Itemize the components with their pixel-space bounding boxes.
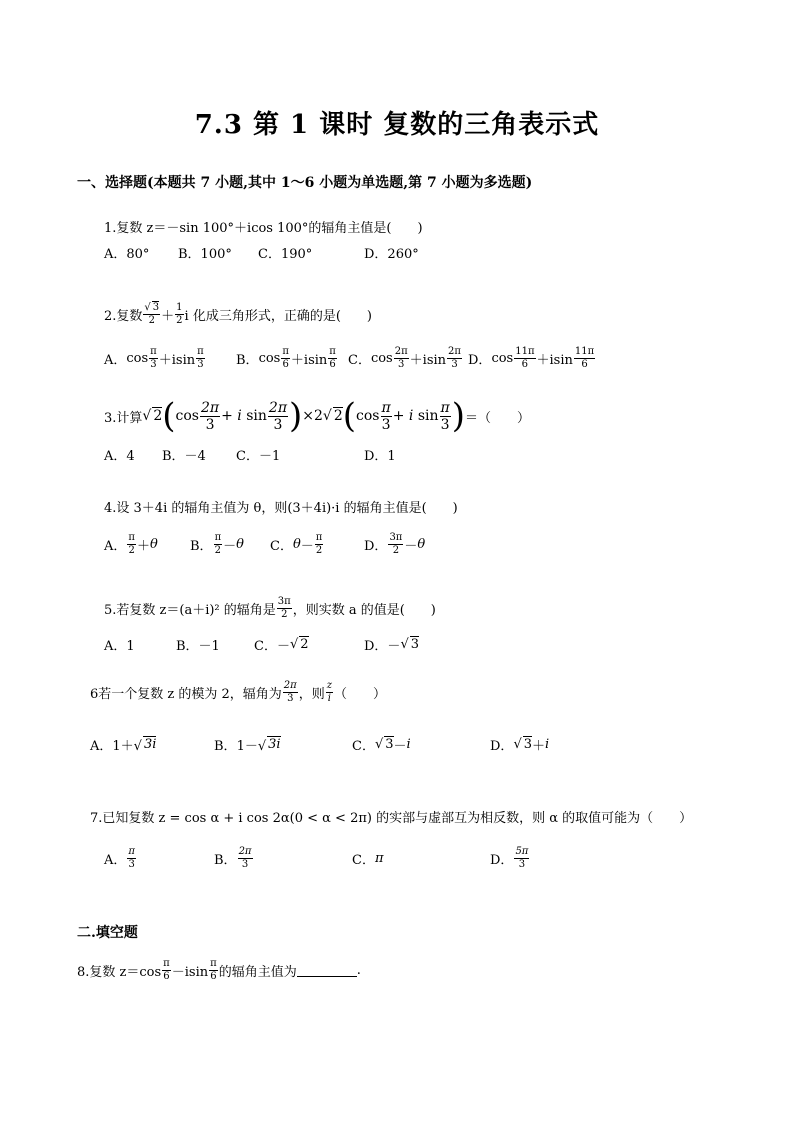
question-7-stem: 7.已知复数 z = cos α + i cos 2α(0 < α < 2π) 的实部与虚部互为相反数，则 α 的取值可能为（ ） xyxy=(90,810,693,826)
q7-option-a: A． $\frac{\pi}{3}$ xyxy=(104,845,135,870)
q6-option-c: C． √ 3 － i xyxy=(352,736,411,754)
q7-option-b: B． $\frac{2\pi}{3}$ xyxy=(214,845,252,870)
q3-option-c: C．－1 xyxy=(236,448,281,464)
q4-option-b: B． $\frac{\pi}{2}$ － θ xyxy=(190,531,244,556)
q3-option-b: B．－4 xyxy=(162,448,206,464)
q1-option-c: C．190° xyxy=(258,246,313,262)
q2-suffix: i 化成三角形式，正确的是( ) xyxy=(184,308,372,324)
q7-option-d: D． $\frac{5\pi}{3}$ xyxy=(490,845,529,870)
q4-option-a: A． $\frac{\pi}{2}$ ＋ θ xyxy=(104,531,158,556)
q5-option-c: C．－ √ 2 xyxy=(254,636,309,654)
q5-option-d: D．－ √ 3 xyxy=(364,636,420,654)
q8-mid: －isin xyxy=(171,964,209,980)
q6-option-d: D． √ 3 ＋ i xyxy=(490,736,550,754)
q1-option-d: D．260° xyxy=(364,246,419,262)
q5-option-a: A．1 xyxy=(104,638,135,654)
q2-fraction-sqrt3-over-2: $\frac{√ 3}{2}$ xyxy=(144,301,160,326)
question-8-stem: 8.复数 z＝cos $\frac{\pi}{6}$ －isin $\frac{\pi}{6}$ 的辐角主值为 . xyxy=(77,957,361,982)
q1-option-a: A．80° xyxy=(104,246,150,262)
q6-prefix: 6若一个复数 z 的模为 2，辐角为 xyxy=(90,686,282,702)
question-3-stem: 3.计算 √ 2 ( cos $\frac{2\pi}{3}$ + i sin $\frac{2\pi}{3}$ ) ×2√ 2 ( cos $\frac{\pi}{3}$ + i sin $\frac{\pi}{3}$ ) ＝（ ） xyxy=(104,396,530,436)
q6-mid: ，则 xyxy=(298,686,325,702)
q3-option-d: D．1 xyxy=(364,448,396,464)
q3-option-a: A．4 xyxy=(104,448,135,464)
q1-option-b: B．100° xyxy=(178,246,232,262)
q6-option-a: A． 1＋√ 3i xyxy=(90,737,157,754)
question-2-stem: 2.复数 $\frac{√ 3}{2}$ ＋ $\frac{1}{2}$ i 化成三角形式，正确的是( ) xyxy=(104,301,372,326)
question-6-stem: 6若一个复数 z 的模为 2，辐角为 $\frac{2\pi}{3}$ ，则 $\frac{z}{i}$ （ ） xyxy=(90,679,387,704)
q5-prefix: 5.若复数 z＝(a＋i)² 的辐角是 xyxy=(104,602,276,618)
q6-option-b: B． 1－√ 3i xyxy=(214,737,281,754)
q2-option-b: B． cos $\frac{\pi}{6}$ ＋isin $\frac{\pi}{6}$ xyxy=(236,345,336,370)
q2-option-d: D． cos $\frac{11\pi}{6}$ ＋isin $\frac{11\pi}{6}$ xyxy=(468,345,595,370)
q5-suffix: ，则实数 a 的值是( ) xyxy=(292,602,436,618)
q2-prefix: 2.复数 xyxy=(104,308,143,324)
q6-suffix: （ ） xyxy=(334,686,387,702)
q2-fraction-half: $\frac{1}{2}$ xyxy=(176,301,183,326)
q5-option-b: B．－1 xyxy=(176,638,220,654)
q8-end: . xyxy=(356,962,361,978)
q2-option-a: A． cos $\frac{\pi}{3}$ ＋isin $\frac{\pi}{3}$ xyxy=(104,345,204,370)
page-title: 7.3 第 1 课时 复数的三角表示式 xyxy=(194,110,600,140)
q8-suffix: 的辐角主值为 xyxy=(218,964,297,980)
question-4-stem: 4.设 3＋4i 的辐角主值为 θ，则(3＋4i)·i 的辐角主值是( ) xyxy=(104,500,458,516)
section-choice-heading: 一、选择题(本题共 7 小题,其中 1～6 小题为单选题,第 7 小题为多选题) xyxy=(77,175,533,191)
question-1-stem: 1.复数 z＝－sin 100°＋icos 100°的辐角主值是( ) xyxy=(104,220,423,236)
q7-option-c: C． π xyxy=(352,850,384,868)
q3-suffix: ＝（ ） xyxy=(464,410,530,426)
q4-option-d: D． $\frac{3\pi}{2}$ － θ xyxy=(364,531,426,556)
answer-blank[interactable] xyxy=(297,963,357,977)
q3-prefix: 3.计算 xyxy=(104,410,143,426)
question-5-stem: 5.若复数 z＝(a＋i)² 的辐角是 $\frac{3\pi}{2}$ ，则实数 a 的值是( ) xyxy=(104,595,436,620)
section-fill-heading: 二.填空题 xyxy=(77,925,138,941)
q8-prefix: 8.复数 z＝cos xyxy=(77,964,162,980)
q4-option-c: C． θ － $\frac{\pi}{2}$ xyxy=(270,531,323,556)
q2-option-c: C． cos $\frac{2\pi}{3}$ ＋isin $\frac{2\pi}{3}$ xyxy=(348,345,461,370)
